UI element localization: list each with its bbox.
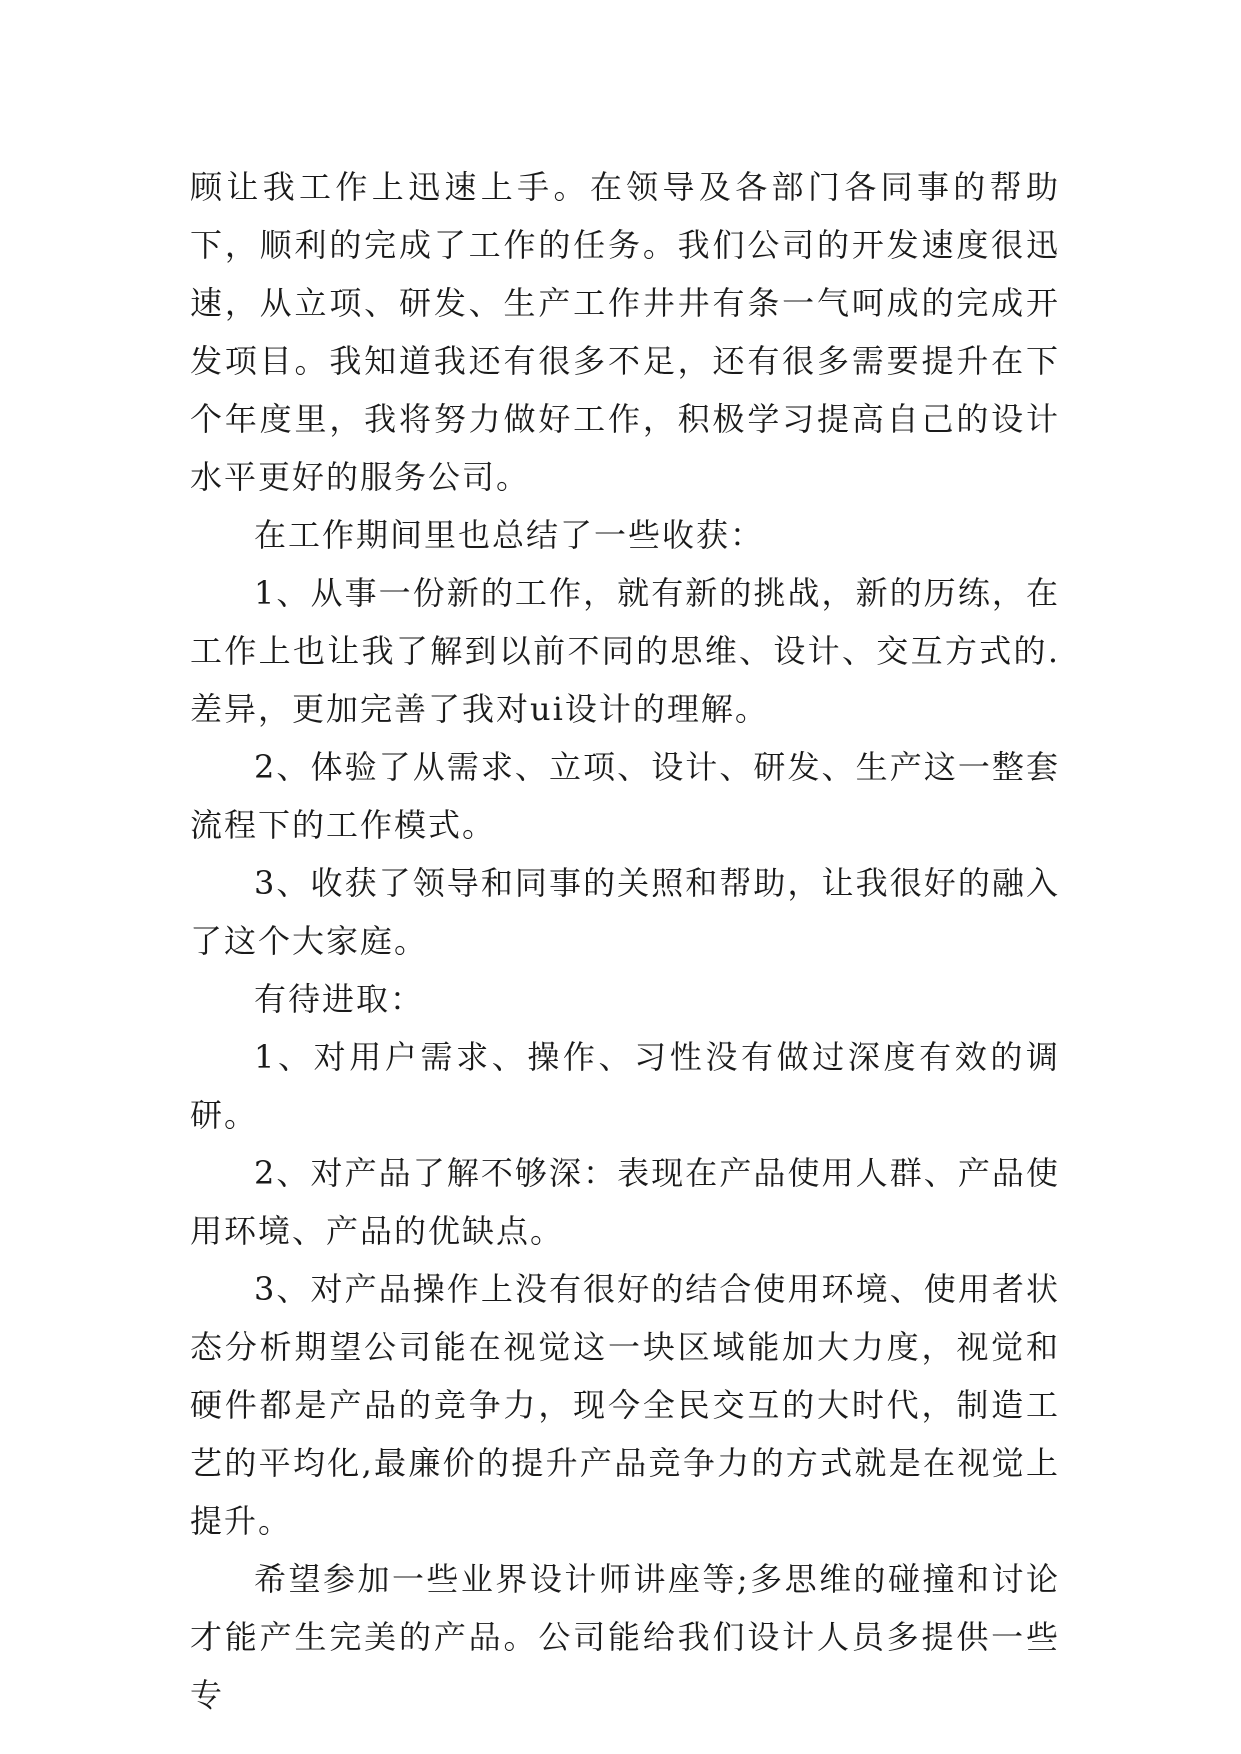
paragraph-1: 顾让我工作上迅速上手。在领导及各部门各同事的帮助下，顺利的完成了工作的任务。我们公司的开发速度很迅速，从立项、研发、生产工作井井有条一气呵成的完成开发项目。我知道我还有很多不足，还有很多需要提升在下个年度里，我将努力做好工作，积极学习提高自己的设计水平更好的服务公司。 [190, 168, 1060, 496]
paragraph-7: 1、对用户需求、操作、习性没有做过深度有效的调研。 [190, 1038, 1060, 1134]
paragraph-3: 1、从事一份新的工作，就有新的挑战，新的历练，在工作上也让我了解到以前不同的思维、设计、交互方式的.差异，更加完善了我对ui设计的理解。 [190, 574, 1060, 728]
paragraph-4: 2、体验了从需求、立项、设计、研发、生产这一整套流程下的工作模式。 [190, 748, 1060, 844]
paragraph-10: 希望参加一些业界设计师讲座等;多思维的碰撞和讨论才能产生完美的产品。公司能给我们设计人员多提供一些专 [190, 1560, 1060, 1714]
paragraph-9: 3、对产品操作上没有很好的结合使用环境、使用者状态分析期望公司能在视觉这一块区域能加大力度，视觉和硬件都是产品的竞争力，现今全民交互的大时代，制造工艺的平均化,最廉价的提升产品竞争力的方式就是在视觉上提升。 [190, 1270, 1060, 1540]
paragraph-8: 2、对产品了解不够深：表现在产品使用人群、产品使用环境、产品的优缺点。 [190, 1154, 1060, 1250]
document-body [190, 158, 1060, 1724]
paragraph-5: 3、收获了领导和同事的关照和帮助，让我很好的融入了这个大家庭。 [190, 864, 1060, 960]
paragraph-6: 有待进取： [254, 980, 425, 1018]
paragraph-2: 在工作期间里也总结了一些收获： [254, 516, 765, 554]
